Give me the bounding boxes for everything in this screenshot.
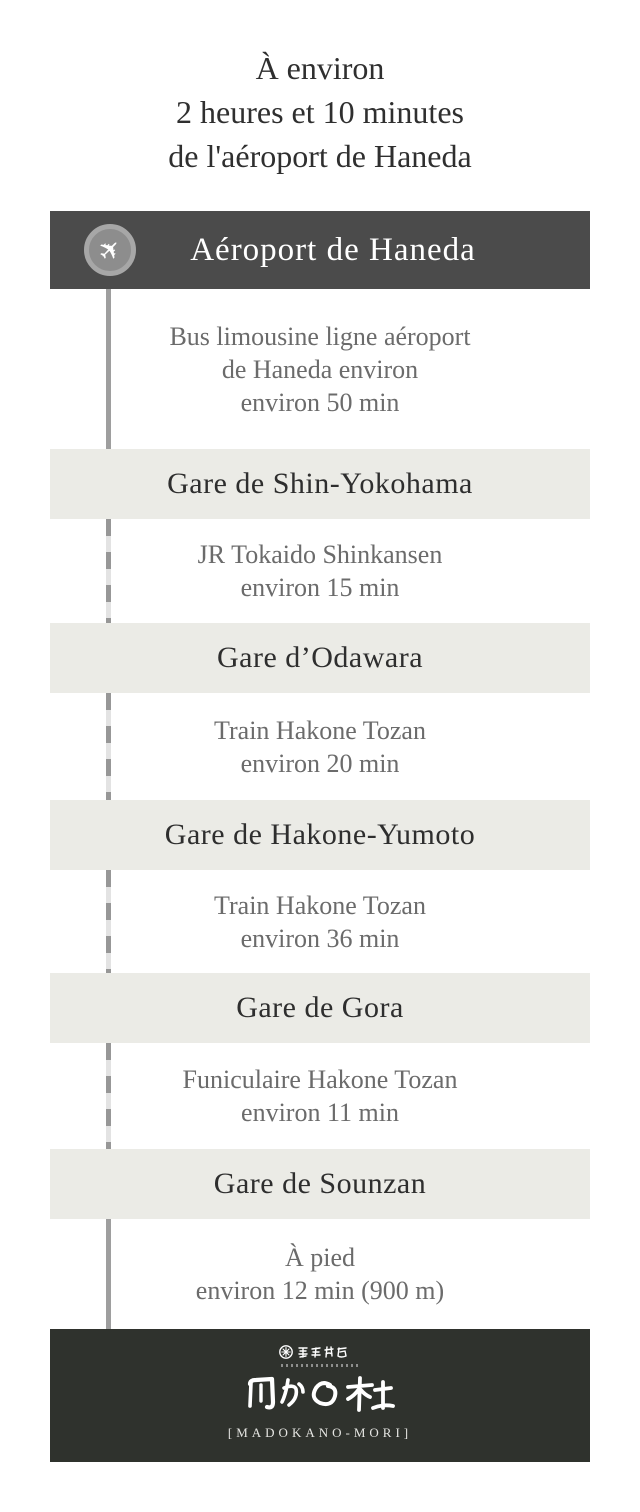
brand-wordmark: [MADOKANO-MORI]	[227, 1425, 413, 1440]
brand-crest-row	[277, 1342, 363, 1362]
leg-text-line: de Haneda environ	[221, 354, 419, 384]
station-shin-yokohama	[50, 449, 590, 519]
station-sounzan	[50, 1149, 590, 1219]
summary-line-3: de l'aéroport de Haneda	[168, 138, 472, 174]
station-gora	[50, 973, 590, 1043]
summary-line-2: 2 heures et 10 minutes	[176, 94, 464, 130]
station-label: Gare de Shin-Yokohama	[167, 467, 473, 500]
origin-station-label: Aéroport de Haneda	[190, 231, 476, 268]
leg-hakone-tozan-train-2	[50, 870, 590, 973]
station-label: Gare de Hakone-Yumoto	[164, 818, 476, 851]
station-label: Gare de Gora	[236, 991, 404, 1024]
leg-text-line: environ 11 min	[241, 1098, 399, 1127]
brand-calligraphy-logo	[242, 1372, 398, 1421]
brand-footer	[50, 1329, 590, 1462]
summary-line-1: À environ	[255, 50, 385, 86]
leg-hakone-tozan-train-1	[50, 693, 590, 800]
leg-text-line: À pied	[284, 1243, 356, 1272]
leg-text-line: environ 36 min	[240, 923, 400, 953]
leg-walk	[50, 1219, 590, 1329]
station-label: Gare de Sounzan	[213, 1167, 427, 1200]
leg-text-line: Bus limousine ligne aéroport	[169, 321, 471, 351]
leg-text-line: environ 12 min (900 m)	[195, 1276, 445, 1305]
leg-text-line: environ 15 min	[240, 573, 400, 602]
leg-text-line: Train Hakone Tozan	[214, 715, 426, 745]
station-odawara	[50, 623, 590, 693]
leg-hakone-tozan-cablecar	[50, 1043, 590, 1149]
route-timeline	[50, 211, 590, 1329]
origin-station-bar	[50, 211, 590, 289]
leg-airport-limousine-bus	[50, 289, 590, 449]
travel-time-summary	[0, 0, 640, 211]
leg-text-line: Train Hakone Tozan	[214, 890, 426, 920]
crest-and-small-logo	[277, 1343, 363, 1361]
leg-text-line: JR Tokaido Shinkansen	[197, 540, 443, 569]
station-label: Gare d’Odawara	[216, 641, 424, 674]
crest-caption-microtext	[281, 1364, 359, 1367]
leg-text-line: Funiculaire Hakone Tozan	[182, 1065, 458, 1094]
leg-text-line: environ 20 min	[240, 748, 400, 778]
leg-text-line: environ 50 min	[240, 387, 400, 417]
airplane-icon	[84, 224, 136, 276]
leg-jr-tokaido-shinkansen	[50, 519, 590, 623]
airplane-glyph: ✈	[91, 231, 129, 269]
station-hakone-yumoto	[50, 800, 590, 870]
